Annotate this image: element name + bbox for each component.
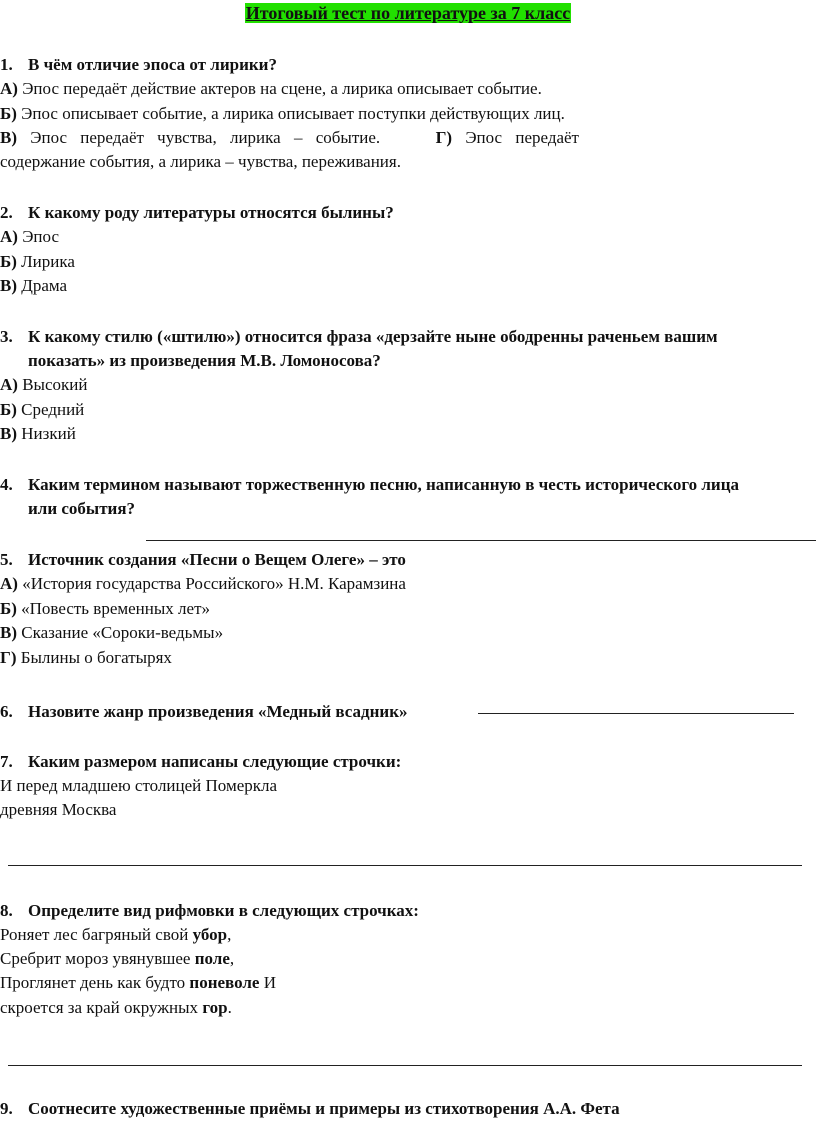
question-text: Назовите жанр произведения «Медный всадник» (28, 702, 408, 721)
question-text: К какому стилю («штилю») относится фраза «дерзайте ныне ободренны раченьем вашим (28, 327, 718, 346)
question-text: Соотнесите художественные приёмы и примеры из стихотворения А.А. Фета (28, 1099, 620, 1118)
question-9 (0, 1099, 620, 1119)
option-g (436, 128, 579, 148)
question-3-continued: показать» из произведения М.В. Ломоносова? (28, 351, 381, 370)
poem-line (0, 925, 231, 945)
option-a (0, 375, 87, 395)
option-label: Б) (0, 599, 17, 618)
question-number: 9. (0, 1099, 13, 1118)
question-text: К какому роду литературы относятся былины? (28, 203, 394, 222)
option-b (0, 599, 210, 619)
option-label: Г) (0, 648, 17, 667)
question-number: 4. (0, 475, 13, 494)
question-text: Определите вид рифмовки в следующих строчках: (28, 901, 419, 920)
option-a (0, 574, 406, 594)
question-2 (0, 203, 394, 223)
question-text: Каким размером написаны следующие строчки: (28, 752, 402, 771)
option-label: А) (0, 227, 18, 246)
option-text: Эпос передаёт чувства, лирика – событие. (17, 128, 381, 147)
option-g (0, 648, 172, 668)
option-text: Лирика (16, 252, 75, 271)
option-label: А) (0, 574, 18, 593)
answer-line[interactable] (146, 540, 816, 541)
question-8 (0, 901, 419, 921)
option-text: Эпос передаёт (452, 128, 579, 147)
option-label: В) (0, 623, 17, 642)
poem-line (0, 949, 234, 969)
poem-end: , (227, 925, 232, 944)
poem-line: И перед младшею столицей Померкла (0, 776, 278, 795)
poem-line (0, 998, 232, 1018)
answer-line[interactable] (8, 1065, 802, 1066)
option-label: Г) (435, 128, 453, 147)
option-label: Б) (0, 104, 17, 123)
rhyme-word: убор (192, 925, 228, 944)
question-number: 5. (0, 550, 13, 569)
option-text: «История государства Российского» Н.М. Карамзина (17, 574, 406, 593)
poem-end: . (227, 998, 232, 1017)
option-label: В) (0, 128, 17, 147)
option-text: Эпос передаёт действие актеров на сцене, а лирика описывает событие. (17, 79, 542, 98)
option-text: Былины о богатырях (16, 648, 172, 667)
question-4-continued: или события? (28, 499, 136, 518)
poem-end: , (229, 949, 235, 968)
option-label: Б) (0, 252, 17, 271)
poem-text: Проглянет день как будто (0, 973, 190, 992)
option-text: «Повесть временных лет» (16, 599, 211, 618)
question-6 (0, 702, 408, 722)
question-3 (0, 327, 718, 347)
option-b (0, 104, 565, 124)
option-a (0, 79, 542, 99)
option-label: В) (0, 276, 17, 295)
option-b (0, 252, 75, 272)
rhyme-word: поле (194, 949, 230, 968)
option-a (0, 227, 59, 247)
question-text: Каким термином называют торжественную песню, написанную в честь исторического лица (28, 475, 740, 494)
answer-line[interactable] (8, 865, 802, 866)
question-number: 7. (0, 752, 13, 771)
question-number: 3. (0, 327, 13, 346)
poem-text: скроется за край окружных (0, 998, 203, 1017)
question-number: 1. (0, 55, 13, 74)
rhyme-word: поневоле (189, 973, 260, 992)
question-text: В чём отличие эпоса от лирики? (28, 55, 277, 74)
title-text: Итоговый тест по литературе за 7 класс (245, 3, 571, 23)
poem-line (0, 973, 276, 993)
option-label: А) (0, 79, 18, 98)
rhyme-word: гор (202, 998, 228, 1017)
page-title (0, 3, 816, 24)
option-text: Драма (17, 276, 68, 295)
poem-end: И (259, 973, 276, 992)
option-text: Средний (16, 400, 85, 419)
question-number: 6. (0, 702, 13, 721)
option-v (0, 424, 76, 444)
option-text: Эпос (17, 227, 59, 246)
option-v (0, 623, 223, 643)
question-number: 2. (0, 203, 13, 222)
poem-text: Роняет лес багряный свой (0, 925, 193, 944)
poem-text: Сребрит мороз увянувшее (0, 949, 195, 968)
option-v-g-line (0, 128, 579, 148)
question-4 (0, 475, 739, 495)
option-v (0, 128, 380, 148)
option-label: Б) (0, 400, 17, 419)
option-label: В) (0, 424, 17, 443)
option-text: Эпос описывает событие, а лирика описывает поступки действующих лиц. (16, 104, 565, 123)
poem-line: древняя Москва (0, 800, 117, 819)
option-v (0, 276, 67, 296)
option-g-continued: содержание события, а лирика – чувства, переживания. (0, 152, 401, 171)
option-text: Сказание «Сороки-ведьмы» (17, 623, 224, 642)
option-label: А) (0, 375, 18, 394)
option-text: Высокий (17, 375, 88, 394)
answer-line[interactable] (478, 713, 794, 714)
question-5 (0, 550, 406, 570)
question-text: Источник создания «Песни о Вещем Олеге» – это (28, 550, 406, 569)
option-b (0, 400, 84, 420)
option-text: Низкий (17, 424, 76, 443)
question-1 (0, 55, 277, 75)
question-7 (0, 752, 401, 772)
question-number: 8. (0, 901, 13, 920)
